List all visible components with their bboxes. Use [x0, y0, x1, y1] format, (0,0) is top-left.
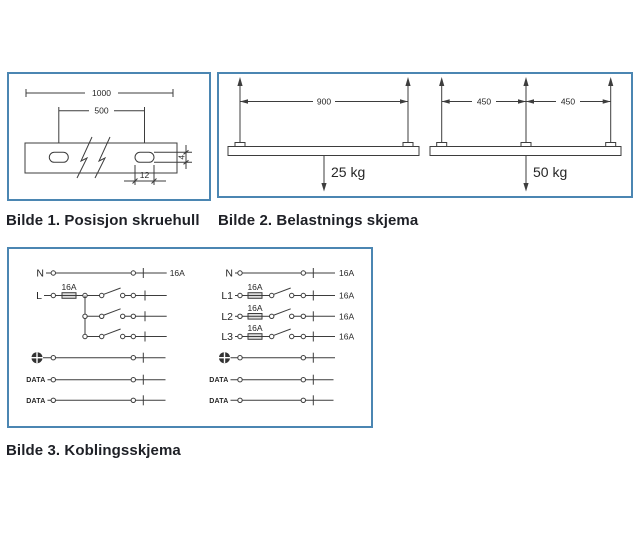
fuse-rating-label: 16A — [247, 282, 263, 292]
figure2-frame — [217, 72, 633, 198]
earth-ground-icon — [219, 352, 230, 363]
data-label: DATA — [209, 397, 229, 405]
switch-blade-icon — [104, 309, 121, 315]
down-arrow-icon — [523, 183, 528, 192]
earth-ground-icon — [32, 352, 43, 363]
figure1-frame — [7, 72, 211, 201]
neutral-label: N — [225, 267, 233, 280]
load-value: 50 kg — [533, 164, 568, 180]
screw-hole-right — [135, 152, 154, 162]
breaker-rating-label: 16A — [339, 331, 355, 342]
dim-hole-width-value: 12 — [139, 170, 150, 180]
switch-blade-icon — [104, 329, 121, 335]
dim-total-length-value: 1000 — [92, 88, 111, 98]
l2-label: L2 — [221, 310, 233, 323]
breaker-rating-label: 16A — [339, 268, 355, 278]
figure2-caption: Bilde 2. Belastnings skjema — [218, 212, 419, 229]
fuse-rating-label: 16A — [247, 302, 263, 313]
two-point-assembly — [228, 77, 419, 192]
switch-blade-icon — [274, 329, 291, 335]
down-arrow-icon — [321, 183, 326, 192]
line-label: L — [36, 290, 42, 302]
dim-hole-spacing-value: 500 — [94, 105, 109, 116]
screw-hole-position-drawing — [9, 74, 209, 199]
span-value: 900 — [316, 96, 332, 107]
three-point-assembly — [430, 77, 621, 192]
load-value: 25 kg — [331, 164, 366, 180]
three-phase-schematic — [209, 268, 354, 406]
neutral-label: N — [36, 267, 44, 280]
screw-hole-left — [49, 152, 68, 162]
figure3-caption: Bilde 3. Koblingsskjema — [6, 442, 181, 459]
data-label: DATA — [26, 377, 46, 385]
figure3-frame — [7, 247, 373, 428]
span-right-value: 450 — [560, 96, 576, 107]
switch-blade-icon — [274, 288, 291, 294]
single-phase-schematic — [26, 268, 185, 406]
up-arrow-icon — [439, 77, 444, 86]
data-label: DATA — [26, 397, 46, 405]
load-diagram — [219, 74, 631, 196]
up-arrow-icon — [523, 77, 528, 86]
dim-hole-height-value: 4 — [176, 154, 187, 160]
breaker-rating-label: 16A — [339, 290, 355, 301]
rail-bar — [228, 147, 419, 156]
l3-label: L3 — [221, 331, 233, 343]
rail-bar — [430, 147, 621, 156]
fuse-rating-label: 16A — [247, 323, 263, 333]
up-arrow-icon — [608, 77, 613, 86]
dim-total-length — [26, 88, 173, 98]
breaker-rating-label: 16A — [339, 311, 355, 322]
figure1-caption: Bilde 1. Posisjon skruehull — [6, 212, 200, 229]
span-left-value: 450 — [476, 96, 492, 107]
data-label: DATA — [209, 377, 229, 385]
wiring-diagram — [9, 249, 371, 426]
switch-blade-icon — [274, 309, 291, 315]
switch-blade-icon — [104, 288, 121, 294]
breaker-rating-label: 16A — [169, 268, 185, 278]
up-arrow-icon — [405, 77, 410, 86]
up-arrow-icon — [237, 77, 242, 86]
l1-label: L1 — [221, 290, 233, 302]
fuse-rating-label: 16A — [61, 282, 77, 292]
